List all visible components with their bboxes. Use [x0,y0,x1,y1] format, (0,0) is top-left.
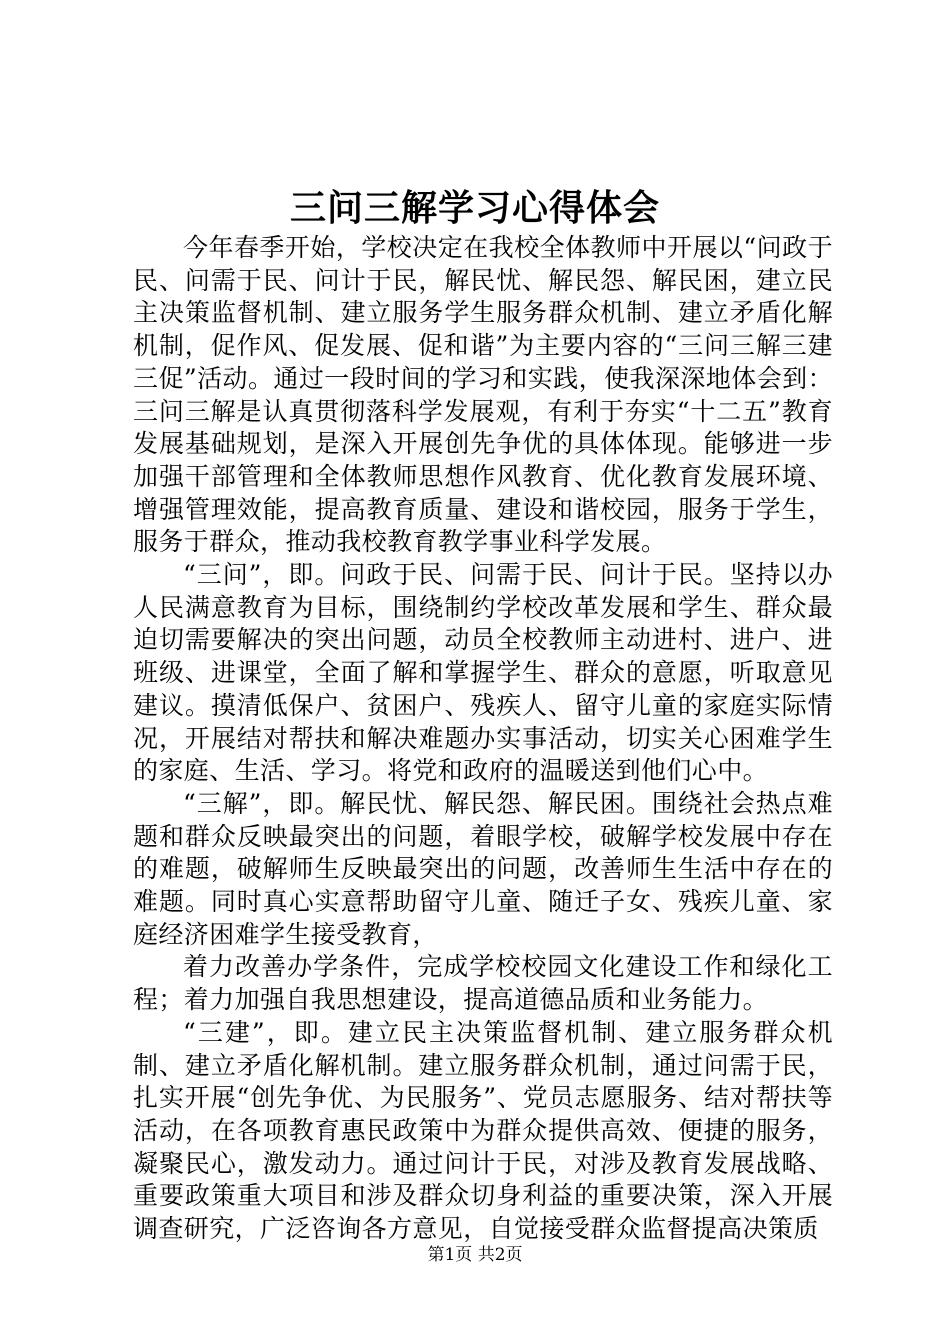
page-number-footer: 第1页 共2页 [427,1245,523,1265]
paragraph-san-jie: “三解”，即。解民忧、解民怨、解民困。围绕社会热点难题和群众反映最突出的问题，着眼学校，破解学校发展中存在的难题，破解师生反映最突出的问题，改善师生生活中存在的难题。同时真心实意帮助留守儿童、随迁子女、残疾儿童、家庭经济困难学生接受教育， [133,788,833,949]
paragraph-intro: 今年春季开始，学校决定在我校全体教师中开展以“问政于民、问需于民、问计于民，解民忧、解民怨、解民困，建立民主决策监督机制、建立服务学生服务群众机制、建立矛盾化解机制，促作风、促发展、促和谐”为主要内容的“三问三解三建三促”活动。通过一段时间的学习和实践，使我深深地体会到：三问三解是认真贯彻落科学发展观，有利于夯实“十二五”教育发展基础规划，是深入开展创先争优的具体体现。能够进一步加强干部管理和全体教师思想作风教育、优化教育发展环境、增强管理效能，提高教育质量、建设和谐校园，服务于学生，服务于群众，推动我校教育教学事业科学发展。 [133,233,833,557]
paragraph-san-jian: “三建”，即。建立民主决策监督机制、建立服务群众机制、建立矛盾化解机制。建立服务群众机制，通过问需于民，扎实开展“创先争优、为民服务”、党员志愿服务、结对帮扶等活动，在各项教育惠民政策中为群众提供高效、便捷的服务，凝聚民心，激发动力。通过问计于民，对涉及教育发展战略、重要政策重大项目和涉及群众切身利益的重要决策，深入开展调查研究，广泛咨询各方意见，自觉接受群众监督提高决策质 [133,1017,833,1244]
document-body [133,232,833,1246]
paragraph-conditions: 着力改善办学条件，完成学校校园文化建设工作和绿化工程；着力加强自我思想建设，提高道德品质和业务能力。 [133,952,833,1015]
document-title: 三问三解学习心得体会 [289,187,660,229]
paragraph-san-wen: “三问”，即。问政于民、问需于民、问计于民。坚持以办人民满意教育为目标，围绕制约学校改革发展和学生、群众最迫切需要解决的突出问题，动员全校教师主动进村、进户、进班级、进课堂，全面了解和掌握学生、群众的意愿，听取意见建议。摸清低保户、贫困户、残疾人、留守儿童的家庭实际情况，开展结对帮扶和解决难题办实事活动，切实关心困难学生的家庭、生活、学习。将党和政府的温暖送到他们心中。 [133,560,833,786]
